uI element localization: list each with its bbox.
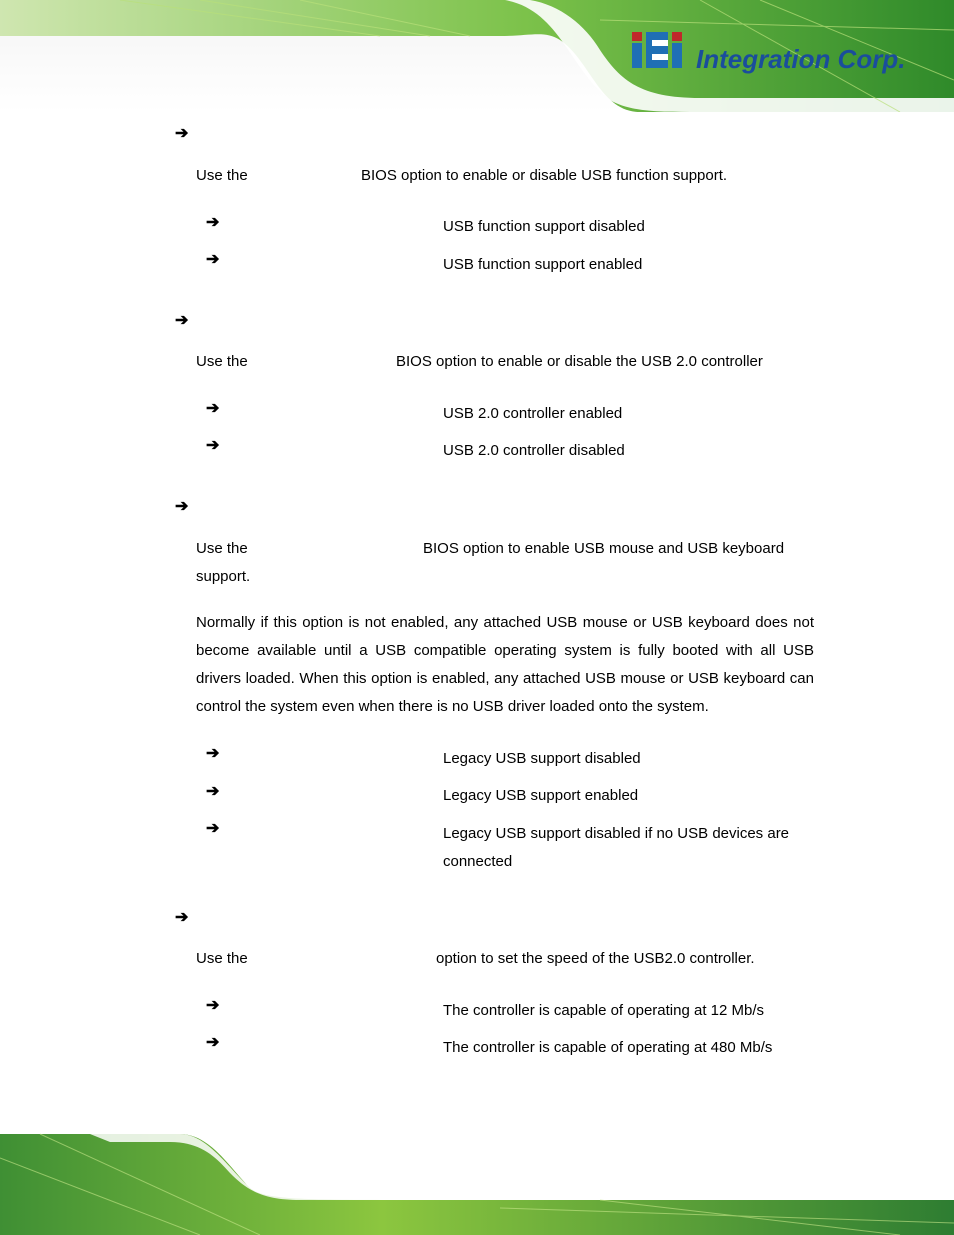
- option-arrow-icon: ➔: [206, 437, 220, 454]
- section-arrow-icon: ➔: [175, 312, 189, 329]
- option-description: USB function support enabled: [443, 256, 643, 273]
- description-prefix: Use the: [196, 353, 248, 370]
- description-text: BIOS option to enable or disable USB function support.: [361, 167, 728, 184]
- option-arrow-icon: ➔: [206, 214, 220, 231]
- option-description: USB function support disabled: [443, 218, 645, 235]
- description-prefix: Use the: [196, 167, 248, 184]
- option-arrow-icon: ➔: [206, 997, 220, 1014]
- svg-text:Integration Corp.: Integration Corp.: [696, 44, 906, 74]
- option-description: USB 2.0 controller disabled: [443, 442, 625, 459]
- legacy-usb-paragraph: Normally if this option is not enabled, any attached USB mouse or USB keyboard does not become available until a USB compatible operating system is fully booted with all USB drivers loaded. When this option is enabled, any attached USB mouse or USB keyboard can control the system even when there is no USB driver loaded onto the system.: [196, 614, 814, 715]
- section-arrow-icon: ➔: [175, 125, 189, 142]
- company-logo: [630, 28, 920, 76]
- option-description: The controller is capable of operating at 12 Mb/s: [443, 1002, 765, 1019]
- option-description: USB 2.0 controller enabled: [443, 405, 623, 422]
- option-description: Legacy USB support disabled: [443, 750, 641, 767]
- option-arrow-icon: ➔: [206, 783, 220, 800]
- section-arrow-icon: ➔: [175, 909, 189, 926]
- description-text: BIOS option to enable USB mouse and USB keyboard: [423, 540, 785, 557]
- description-text: BIOS option to enable or disable the USB 2.0 controller: [396, 353, 763, 370]
- option-description-continuation: connected: [443, 853, 513, 870]
- description-text: option to set the speed of the USB2.0 controller.: [436, 950, 755, 967]
- option-description: Legacy USB support disabled if no USB devices are: [443, 825, 790, 842]
- footer-banner: [0, 1128, 954, 1235]
- option-arrow-icon: ➔: [206, 820, 220, 837]
- section-arrow-icon: ➔: [175, 498, 189, 515]
- description-prefix: Use the: [196, 540, 248, 557]
- option-arrow-icon: ➔: [206, 1034, 220, 1051]
- option-description: Legacy USB support enabled: [443, 787, 639, 804]
- option-description: The controller is capable of operating at 480 Mb/s: [443, 1039, 773, 1056]
- option-arrow-icon: ➔: [206, 251, 220, 268]
- description-prefix: Use the: [196, 950, 248, 967]
- description-continuation: support.: [196, 568, 251, 585]
- option-arrow-icon: ➔: [206, 400, 220, 417]
- option-arrow-icon: ➔: [206, 745, 220, 762]
